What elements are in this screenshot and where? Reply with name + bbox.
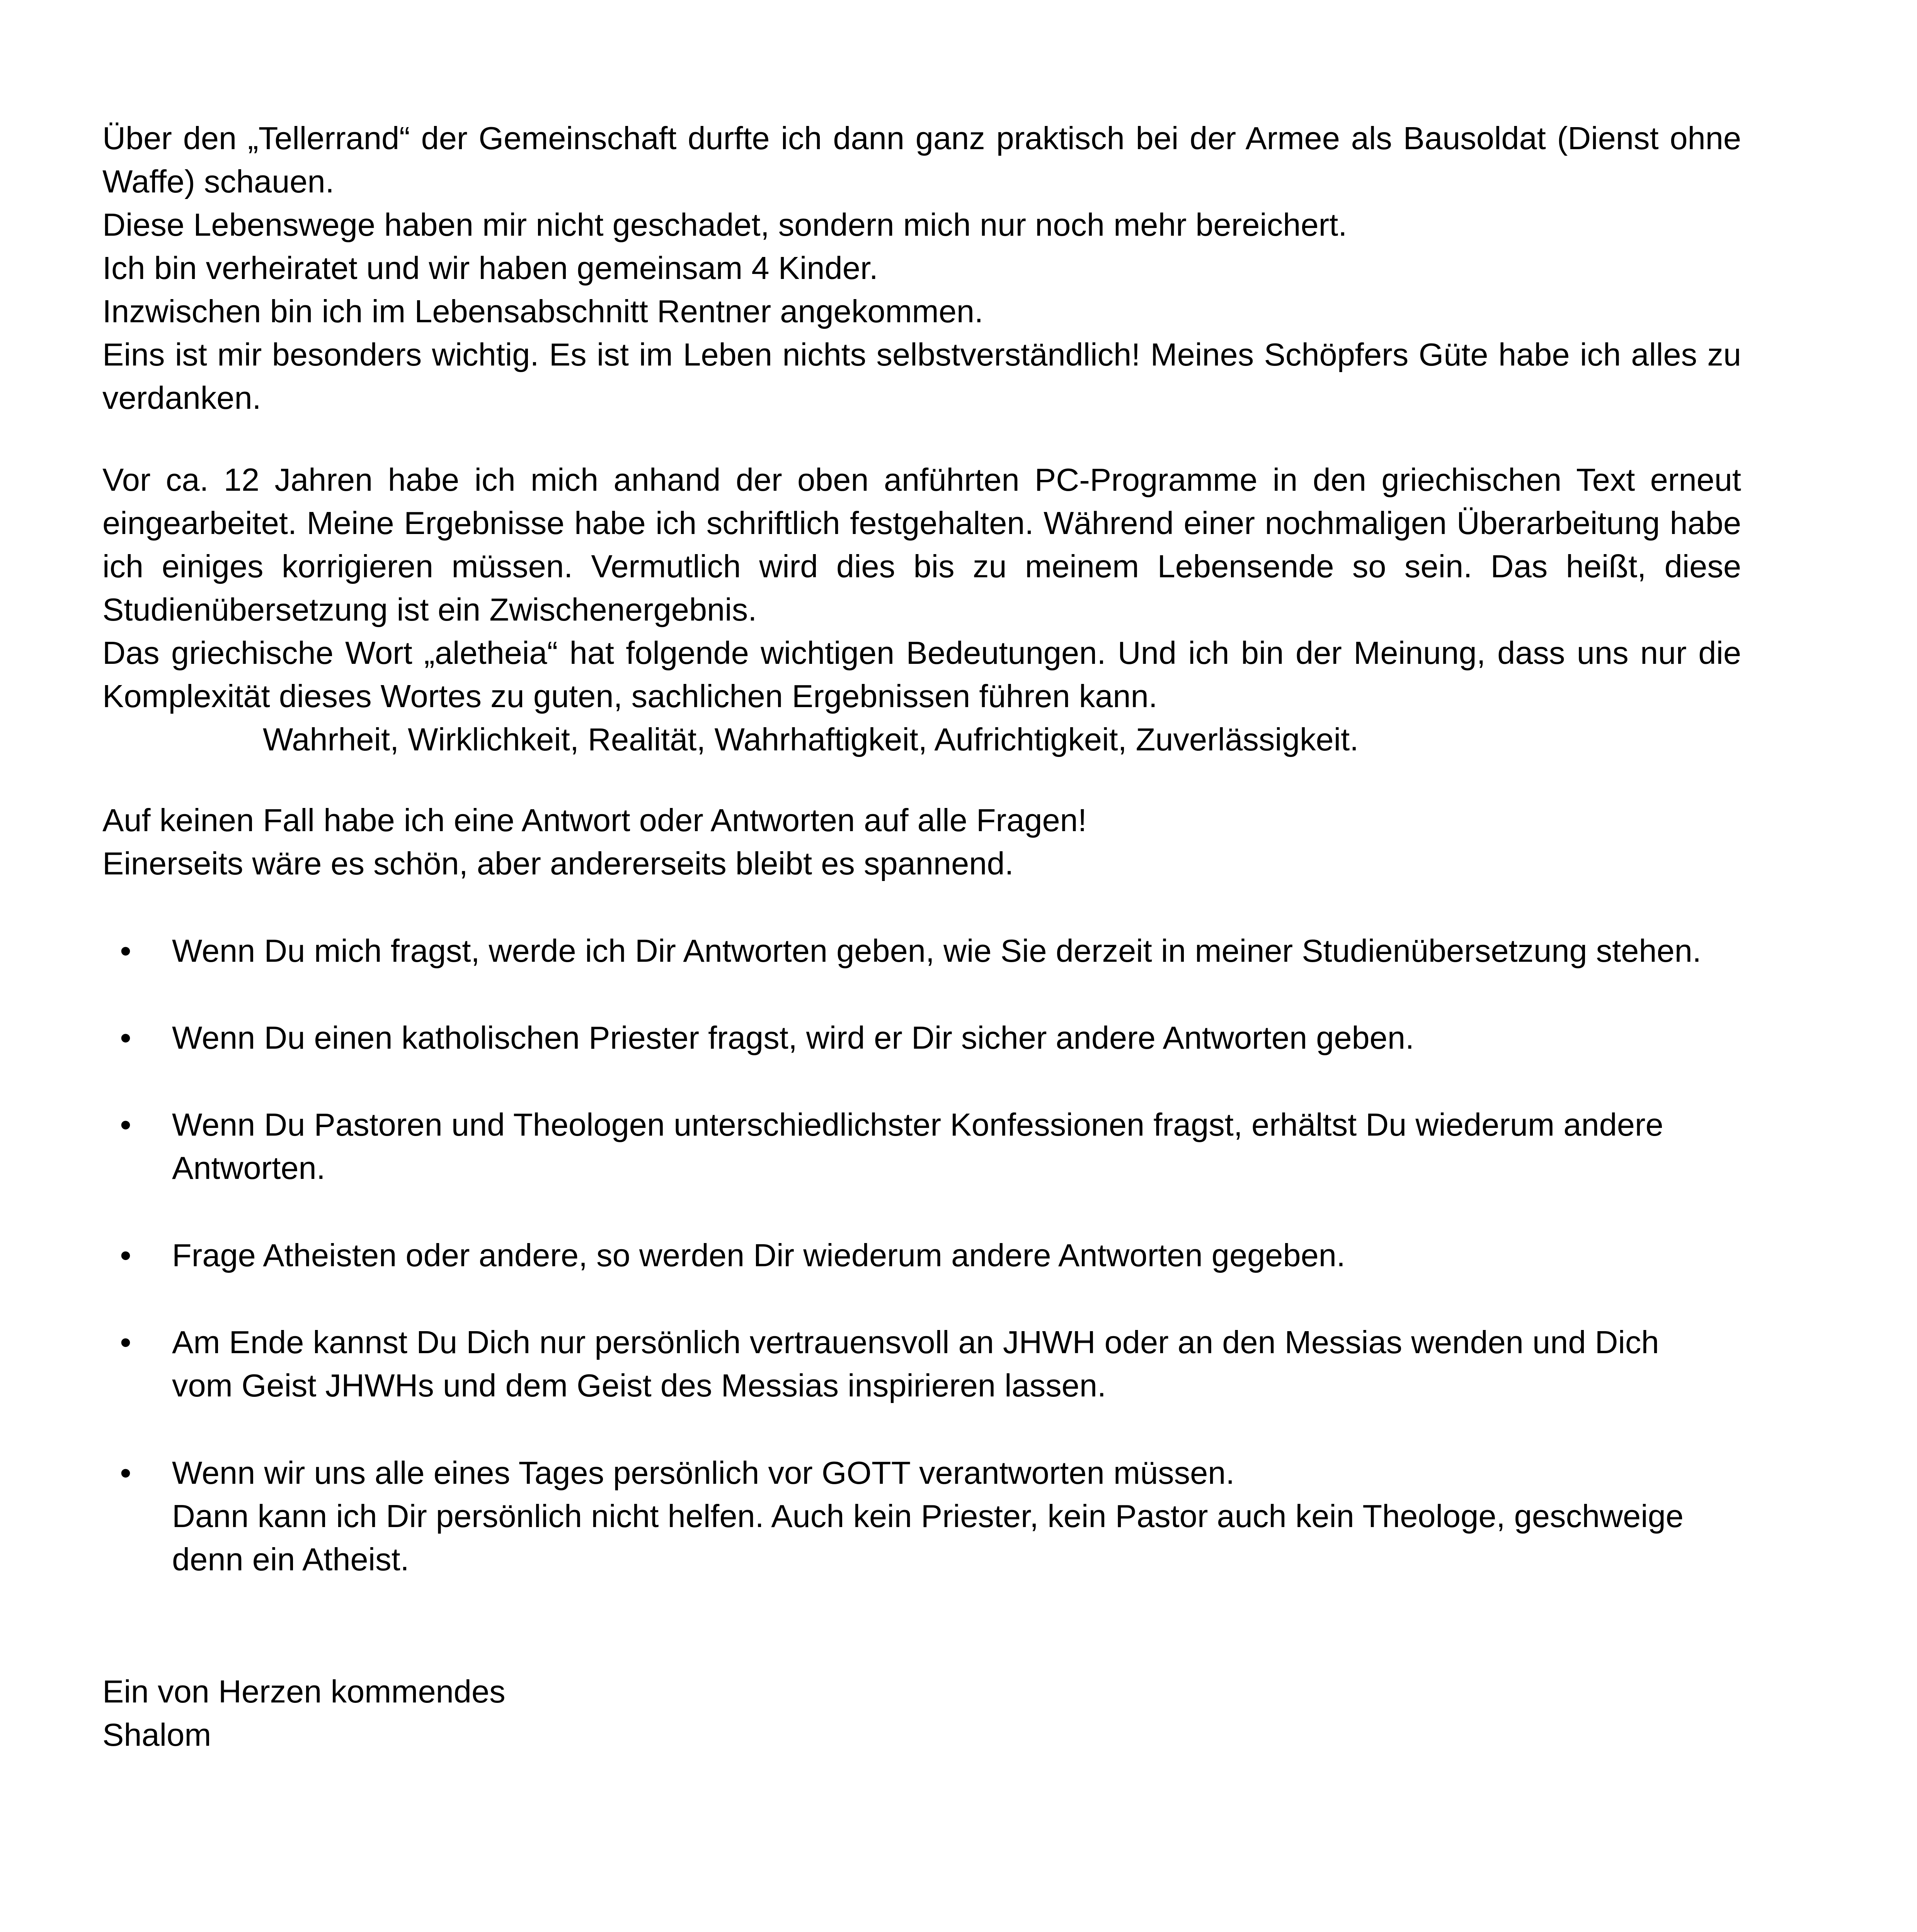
paragraph-no-answers <box>102 799 1741 885</box>
list-item-text: Wenn wir uns alle eines Tages persönlich vor GOTT verantworten müssen. <box>172 1455 1235 1491</box>
bullet-icon: • <box>120 933 131 969</box>
text-line: Inzwischen bin ich im Lebensabschnitt Rentner angekommen. <box>102 293 984 329</box>
text-line: Eins ist mir besonders wichtig. Es ist im Leben nichts selbstverständlich! Meines Schöpfers Güte habe ich alles zu <box>102 337 1741 372</box>
text-line: Komplexität dieses Wortes zu guten, sachlichen Ergebnissen führen kann. <box>102 678 1158 714</box>
text-line: Ich bin verheiratet und wir haben gemeinsam 4 Kinder. <box>102 250 878 286</box>
text-line: Einerseits wäre es schön, aber andererseits bleibt es spannend. <box>102 845 1014 881</box>
list-item-text: Wenn Du Pastoren und Theologen unterschiedlichster Konfessionen fragst, erhältst Du wiederum andere <box>172 1107 1663 1143</box>
text-line: Vor ca. 12 Jahren habe ich mich anhand der oben anführten PC-Programme in den griechischen Text erneut <box>102 462 1741 498</box>
bullet-icon: • <box>120 1324 131 1360</box>
text-line: verdanken. <box>102 380 261 416</box>
paragraph-biography <box>102 117 1741 420</box>
text-line: Studienübersetzung ist ein Zwischenergebnis. <box>102 592 757 628</box>
list-item-text: Frage Atheisten oder andere, so werden Dir wiederum andere Antworten gegeben. <box>172 1237 1345 1273</box>
aletheia-meanings: Wahrheit, Wirklichkeit, Realität, Wahrhaftigkeit, Aufrichtigkeit, Zuverlässigkeit. <box>263 721 1359 757</box>
list-item-text: Wenn Du einen katholischen Priester fragst, wird er Dir sicher andere Antworten geben. <box>172 1020 1415 1056</box>
bullet-icon: • <box>120 1455 131 1491</box>
bullet-icon: • <box>120 1107 131 1143</box>
text-line: Das griechische Wort „aletheia“ hat folgende wichtigen Bedeutungen. Und ich bin der Meinung, dass uns nur die <box>102 635 1741 671</box>
list-item-text: Am Ende kannst Du Dich nur persönlich vertrauensvoll an JHWH oder an den Messias wenden und Dich <box>172 1324 1659 1360</box>
text-line: ich einiges korrigieren müssen. Vermutlich wird dies bis zu meinem Lebensende so sein. Das heißt, diese <box>102 548 1741 584</box>
text-line: Diese Lebenswege haben mir nicht geschadet, sondern mich nur noch mehr bereichert. <box>102 207 1347 243</box>
closing-greeting <box>102 1670 1741 1757</box>
text-line: Über den „Tellerrand“ der Gemeinschaft durfte ich dann ganz praktisch bei der Armee als Bausoldat (Dienst ohne <box>102 120 1741 156</box>
list-item-text: Wenn Du mich fragst, werde ich Dir Antworten geben, wie Sie derzeit in meiner Studienübersetzung stehen. <box>172 933 1701 969</box>
list-item-text: Dann kann ich Dir persönlich nicht helfen. Auch kein Priester, kein Pastor auch kein Theologe, geschweige <box>172 1498 1684 1534</box>
text-line: Auf keinen Fall habe ich eine Antwort oder Antworten auf alle Fragen! <box>102 802 1087 838</box>
bullet-icon: • <box>120 1020 131 1056</box>
signature-shalom: Shalom <box>102 1717 211 1753</box>
paragraph-study-translation <box>102 458 1741 761</box>
text-line: Waffe) schauen. <box>102 163 334 199</box>
bullet-icon: • <box>120 1237 131 1273</box>
list-item-text: denn ein Atheist. <box>172 1541 409 1577</box>
list-item-text: Antworten. <box>172 1150 325 1186</box>
text-line: Ein von Herzen kommendes <box>102 1673 506 1709</box>
list-item-text: vom Geist JHWHs und dem Geist des Messias inspirieren lassen. <box>172 1367 1107 1403</box>
text-line: eingearbeitet. Meine Ergebnisse habe ich schriftlich festgehalten. Während einer nochmaligen Überarbeitung habe <box>102 505 1741 541</box>
